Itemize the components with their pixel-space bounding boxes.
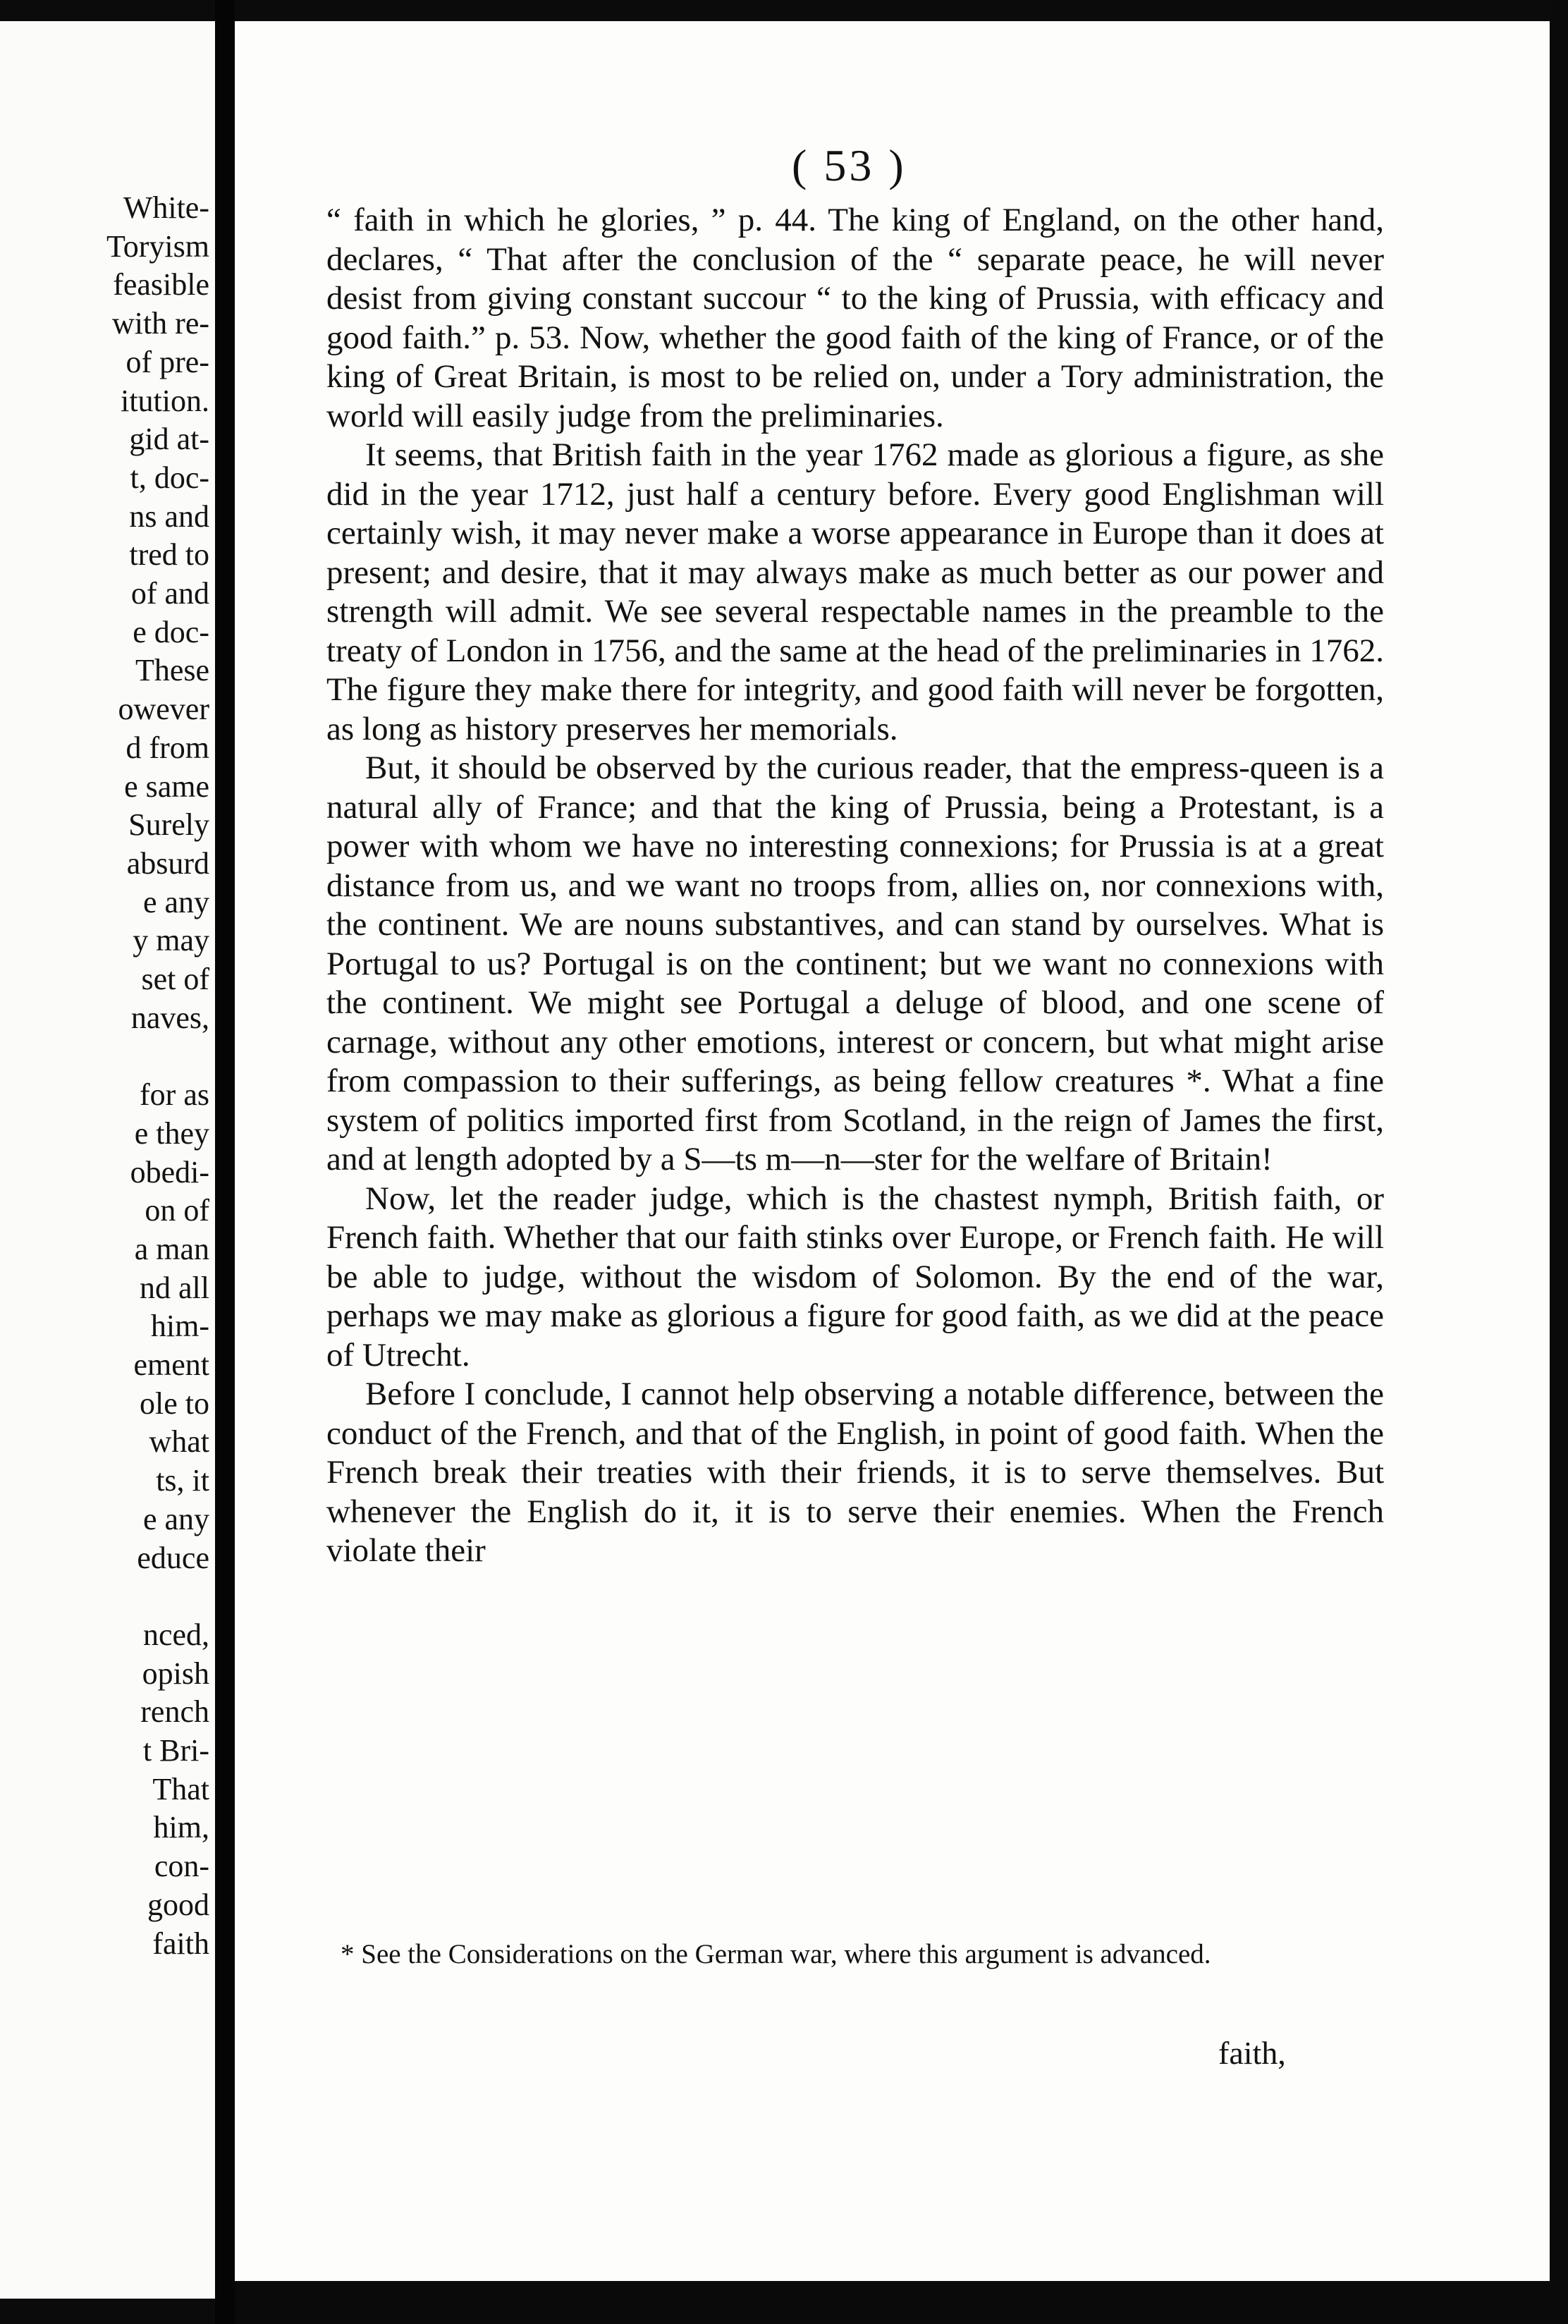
left-fragment-line: ole to — [140, 1386, 209, 1421]
left-fragment-line: a man — [134, 1231, 209, 1266]
paragraph-5: Before I conclude, I cannot help observing a notable difference, between the conduct of the French, and that of the English, in point of good faith. When the French break their treaties with their friends, it is to serve themselves. But whenever the English do it, it is to serve their enemies. When the French violate their — [326, 1376, 1384, 1569]
left-fragment-line: White- — [123, 190, 209, 225]
left-fragment-line: of pre- — [125, 344, 209, 379]
left-fragment-line: of and — [130, 576, 209, 611]
left-fragment-line: nd all — [140, 1270, 209, 1305]
left-fragment-line: obedi- — [130, 1154, 209, 1189]
left-fragment-line: gid at- — [129, 422, 209, 457]
left-fragment-line: for as — [140, 1077, 209, 1113]
left-fragment-line: t Bri- — [142, 1733, 209, 1768]
left-fragment-line: itution. — [121, 383, 209, 418]
left-fragment-line: e same — [124, 769, 209, 804]
left-fragment-line: Toryism — [106, 228, 209, 264]
document-page — [235, 21, 1568, 2281]
left-fragment-line: These — [135, 653, 209, 688]
left-fragment-line: ement — [133, 1347, 209, 1382]
paragraph-1: “ faith in which he glories, ” p. 44. The king of England, on the other hand, declares, “ That after the conclusion of the “ separate peace, he will never desist from giving constant succour “ to the king of Prussia, with efficacy and good faith.” p. 53. Now, whether the good faith of the king of France, or of the king of Great Britain, is most to be relied on, under a Tory administration, the world will easily judge from the preliminaries. — [326, 202, 1384, 434]
left-fragment-line: t, doc- — [130, 460, 209, 495]
book-gutter — [215, 0, 235, 2324]
paragraph-4: Now, let the reader judge, which is the chastest nymph, British faith, or French faith. Whether that our faith stinks over Europe, or French faith. He will be able to judge, without the wisdom of Solomon. By the end of the war, perhaps we may make as glorious a figure for good faith, as we did at the peace of Utrecht. — [326, 1180, 1384, 1374]
catchword: faith, — [1218, 2035, 1286, 2071]
left-fragment-line: rench — [140, 1694, 209, 1730]
left-fragment-line: e any — [142, 884, 209, 919]
left-fragment-line: owever — [118, 692, 209, 727]
left-fragment-line: Surely — [128, 807, 209, 843]
left-fragment-line: him, — [153, 1810, 209, 1845]
left-fragment-line: e they — [134, 1115, 209, 1151]
left-fragment-line: con- — [154, 1849, 209, 1884]
page-shadow — [235, 2281, 1550, 2324]
left-fragment-line: absurd — [126, 845, 209, 881]
left-fragment-line: nced, — [142, 1617, 209, 1652]
left-fragment-line: educe — [137, 1540, 209, 1575]
paragraph-2: It seems, that British faith in the year 1762 made as glorious a figure, as she did in the year 1712, just half a century before. Every good Englishman will certainly wish, it may never make a worse appearance in Europe than it does at present; and desire, that it may always make as much better as our power and strength will admit. We see several respectable names in the preamble to the treaty of London in 1756, and the same at the head of the preliminaries in 1762. The figure they make there for integrity, and good faith will never be forgotten, as long as history preserves her memorials. — [326, 436, 1384, 747]
left-fragment-line: ns and — [129, 499, 209, 534]
left-fragment-line: with re- — [111, 306, 209, 341]
left-fragment-line: opish — [142, 1656, 209, 1691]
left-fragment-line: ts, it — [156, 1463, 209, 1498]
left-fragment-line: set of — [141, 962, 209, 996]
left-fragment-line: feasible — [113, 267, 209, 302]
left-fragment-line: what — [149, 1424, 209, 1460]
left-fragment-line: tred to — [129, 537, 209, 573]
scan-border — [1550, 0, 1568, 2324]
footnote: * See the Considerations on the German war, where this argument is advanced. — [341, 1939, 1211, 1969]
left-fragment-line: That — [152, 1771, 209, 1806]
left-fragment-line: e doc- — [133, 614, 209, 649]
left-fragment-line: d from — [125, 730, 209, 765]
left-fragment-line: y may — [133, 923, 209, 958]
page-number: ( 53 ) — [792, 140, 907, 190]
left-fragment-line: naves, — [130, 1000, 209, 1035]
body-text — [326, 201, 1384, 1571]
left-fragment-line: faith — [152, 1926, 209, 1961]
left-fragment-line: on of — [145, 1193, 209, 1228]
left-fragment-line: him- — [150, 1309, 209, 1344]
paragraph-3: But, it should be observed by the curious reader, that the empress-queen is a natural ally of France; and that the king of Prussia, being a Protestant, is a power with whom we have no interesting connexions; for Prussia is at a great distance from us, and we want no troops from, allies on, nor connexions with, the continent. We are nouns substantives, and can stand by ourselves. What is Portugal to us? Portugal is on the continent; but we want no connexions with the continent. We might see Portugal a deluge of blood, and one scene of carnage, without any other emotions, interest or concern, but what might arise from compassion to their sufferings, as being fellow creatures *. What a fine system of politics imported first from Scotland, in the reign of James the first, and at length adopted by a S—ts m—n—ster for the welfare of Britain! — [326, 750, 1384, 1178]
facing-page-fragment — [0, 21, 215, 2299]
left-fragment-line: e any — [142, 1501, 209, 1536]
left-fragment-line: good — [147, 1887, 209, 1922]
